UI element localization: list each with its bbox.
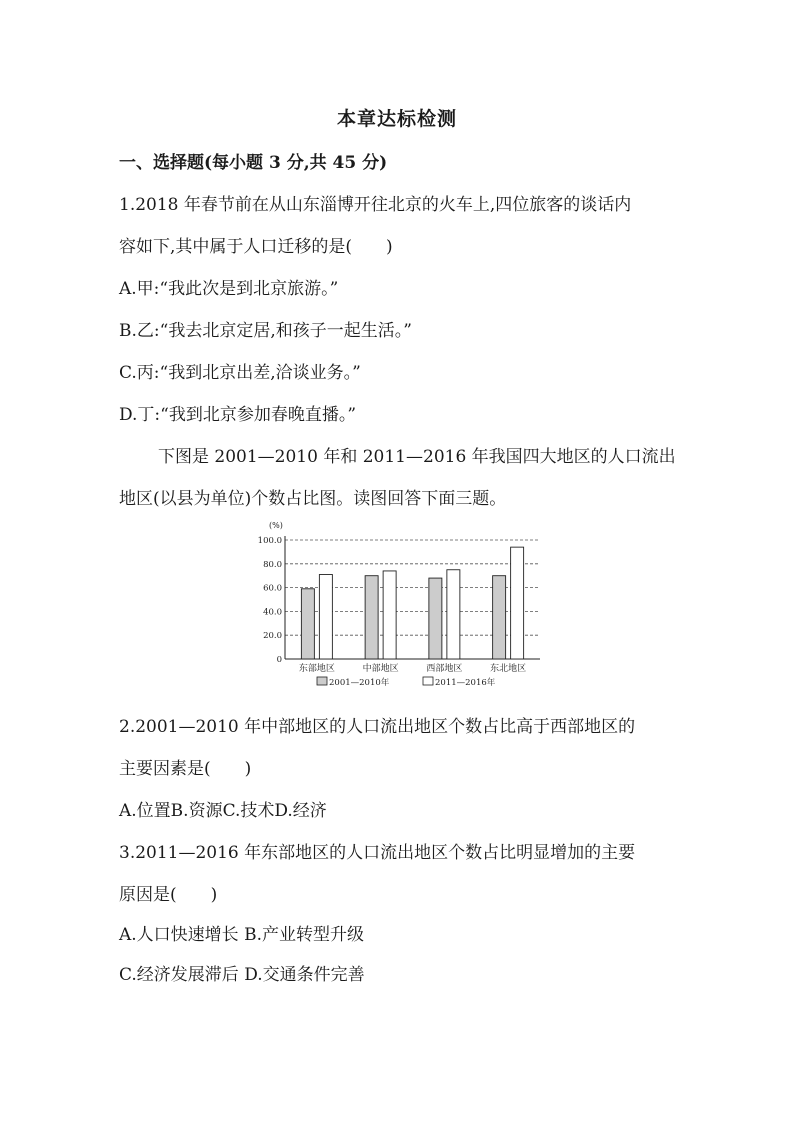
q3-stem-line2: 原因是( ) bbox=[119, 885, 218, 905]
section-heading: 一、选择题(每小题 3 分,共 45 分) bbox=[119, 153, 388, 173]
y-tick-label: 80.0 bbox=[263, 559, 282, 570]
q3-options-cd: C.经济发展滞后 D.交通条件完善 bbox=[119, 965, 365, 985]
bar bbox=[447, 570, 460, 659]
y-unit-label: (%) bbox=[269, 521, 283, 530]
legend-label: 2011—2016年 bbox=[435, 678, 496, 688]
y-tick-label: 20.0 bbox=[263, 631, 282, 642]
legend-swatch bbox=[423, 677, 433, 685]
q1-option-d: D.丁:“我到北京参加春晚直播。” bbox=[119, 405, 357, 425]
intro-line1: 下图是 2001—2010 年和 2011—2016 年我国四大地区的人口流出 bbox=[158, 447, 676, 467]
q3-options-ab: A.人口快速增长 B.产业转型升级 bbox=[119, 925, 364, 945]
x-tick-label: 东北地区 bbox=[490, 664, 527, 674]
bar bbox=[365, 576, 378, 659]
bar bbox=[493, 576, 506, 659]
y-tick-label: 0 bbox=[276, 655, 282, 665]
intro-line2: 地区(以县为单位)个数占比图。读图回答下面三题。 bbox=[119, 489, 507, 509]
bar bbox=[383, 571, 396, 659]
bar bbox=[319, 575, 332, 659]
legend-label: 2001—2010年 bbox=[329, 678, 390, 688]
q2-stem-line1: 2.2001—2010 年中部地区的人口流出地区个数占比高于西部地区的 bbox=[119, 717, 636, 737]
q2-stem-line2: 主要因素是( ) bbox=[119, 759, 252, 779]
bar bbox=[511, 547, 524, 659]
population-outflow-bar-chart bbox=[255, 515, 555, 695]
q1-stem-line2: 容如下,其中属于人口迁移的是( ) bbox=[119, 237, 393, 257]
q1-option-a: A.甲:“我此次是到北京旅游。” bbox=[119, 279, 339, 299]
q1-option-c: C.丙:“我到北京出差,洽谈业务。” bbox=[119, 363, 361, 383]
bar bbox=[301, 589, 314, 659]
y-tick-label: 100.0 bbox=[257, 536, 282, 546]
q1-stem-line1: 1.2018 年春节前在从山东淄博开往北京的火车上,四位旅客的谈话内 bbox=[119, 195, 632, 215]
bar bbox=[429, 578, 442, 659]
page-title: 本章达标检测 bbox=[336, 108, 457, 130]
y-tick-label: 60.0 bbox=[263, 583, 282, 594]
q2-options: A.位置B.资源C.技术D.经济 bbox=[119, 801, 327, 821]
y-tick-label: 40.0 bbox=[263, 607, 282, 618]
x-tick-label: 中部地区 bbox=[362, 664, 399, 674]
x-tick-label: 东部地区 bbox=[298, 664, 335, 674]
x-tick-label: 西部地区 bbox=[426, 664, 463, 674]
q1-option-b: B.乙:“我去北京定居,和孩子一起生活。” bbox=[119, 321, 412, 341]
legend-swatch bbox=[317, 677, 327, 685]
q3-stem-line1: 3.2011—2016 年东部地区的人口流出地区个数占比明显增加的主要 bbox=[119, 843, 636, 863]
